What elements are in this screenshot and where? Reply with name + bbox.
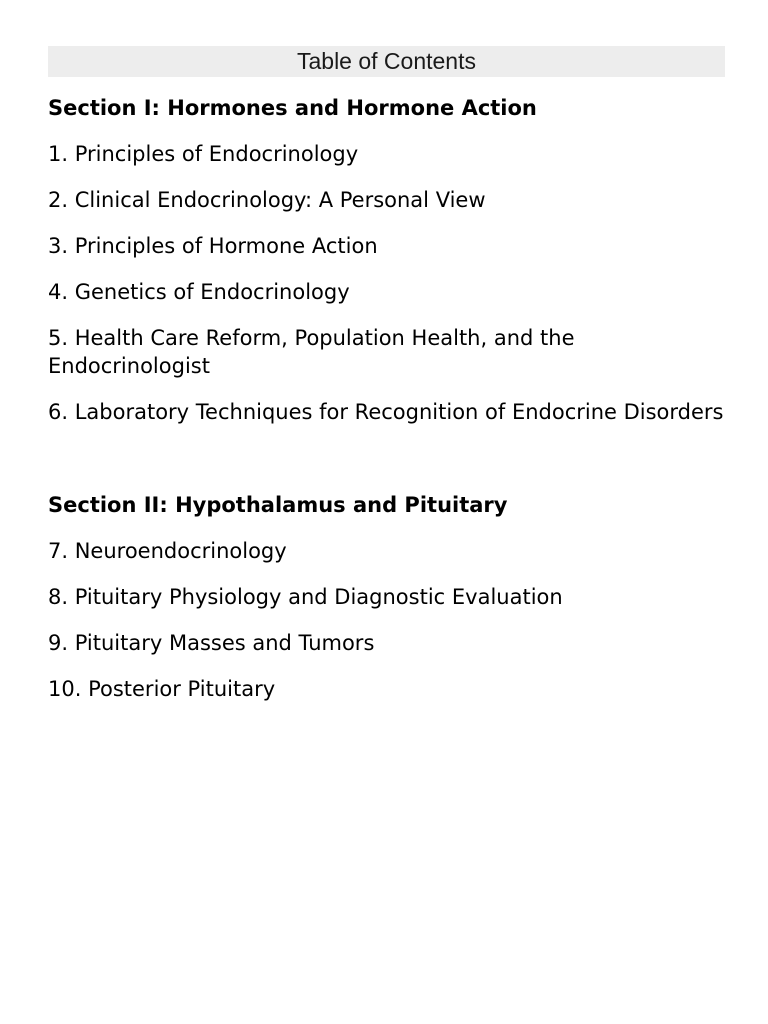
toc-entry[interactable]: 7. Neuroendocrinology (48, 539, 287, 563)
toc-entry[interactable]: 6. Laboratory Techniques for Recognition of Endocrine Disorders (48, 400, 724, 424)
section-title: Section II: Hypothalamus and Pituitary (48, 493, 508, 517)
toc-entry[interactable]: 8. Pituitary Physiology and Diagnostic Evaluation (48, 585, 563, 609)
toc-header: Table of Contents (48, 46, 725, 77)
section-entries (48, 537, 725, 703)
toc-entry[interactable]: 5. Health Care Reform, Population Health, and the Endocrinologist (48, 326, 575, 378)
toc-page (48, 46, 725, 703)
section-title: Section I: Hormones and Hormone Action (48, 96, 537, 120)
toc-entry[interactable]: 4. Genetics of Endocrinology (48, 280, 350, 304)
toc-entry[interactable]: 3. Principles of Hormone Action (48, 234, 378, 258)
section-entries (48, 140, 725, 426)
toc-entry[interactable]: 2. Clinical Endocrinology: A Personal View (48, 188, 486, 212)
toc-entry[interactable]: 9. Pituitary Masses and Tumors (48, 631, 375, 655)
toc-entry[interactable]: 1. Principles of Endocrinology (48, 142, 359, 166)
toc-entry[interactable]: 10. Posterior Pituitary (48, 677, 276, 701)
